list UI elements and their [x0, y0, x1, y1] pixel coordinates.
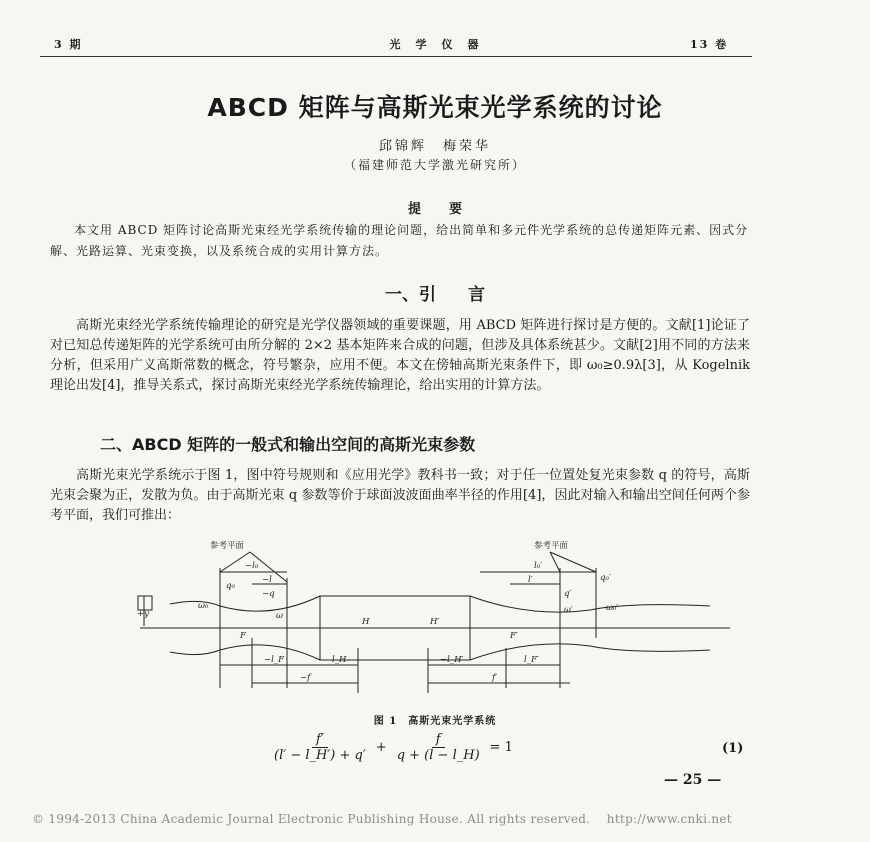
label-q: −q [262, 589, 275, 599]
paper-title: ABCD 矩阵与高斯光束光学系统的讨论 [207, 93, 663, 122]
ref-plane-left-label: 参考平面 [210, 541, 245, 551]
header-rule [40, 56, 752, 57]
label-F: F [240, 631, 246, 641]
label-lH: l_H [332, 655, 347, 665]
beam-lower-left [170, 645, 320, 660]
label-f: −f [300, 673, 311, 683]
header-journal: 光 学 仪 器 [389, 38, 481, 51]
header-volume: 13 卷 [690, 38, 729, 51]
authors: 邱锦辉 梅荣华 [378, 139, 491, 154]
abstract-heading-char: 提 [407, 202, 421, 217]
affiliation: （福建师范大学激光研究所） [343, 158, 526, 172]
fraction-2-numerator: f [432, 732, 445, 748]
label-lFp: l_F′ [524, 655, 539, 665]
section2-paragraph [50, 466, 750, 526]
section1-heading-part: 言 [468, 285, 485, 305]
label-qp: q′ [564, 589, 572, 599]
page-number: — 25 — [664, 772, 722, 788]
label-l0: −l₀ [245, 561, 259, 571]
label-w0: ω₀ [198, 601, 209, 611]
equation-number: (1) [722, 741, 744, 756]
label-H: H [362, 617, 370, 627]
label-lHp: −l_H′ [440, 655, 464, 665]
abstract-heading-char: 要 [449, 202, 463, 217]
label-Fp: F′ [510, 631, 518, 641]
fraction-1 [270, 732, 370, 763]
label-w0p: ω₀′ [606, 603, 619, 613]
label-lp: l′ [528, 575, 533, 585]
equation-1 [270, 732, 513, 763]
label-y: +y [137, 609, 149, 619]
equation-plus: + [375, 740, 387, 755]
beam-upper-right [470, 596, 710, 612]
abstract-body: 本文用 ABCD 矩阵讨论高斯光束经光学系统传输的理论问题，给出简单和多元件光学系统的总传递矩阵元素、因式分解、光路运算、光束变换，以及系统合成的实用计算方法。 [50, 223, 749, 258]
fraction-2 [393, 732, 484, 763]
section1-heading-part: 一、引 [385, 285, 436, 305]
abstract-heading [0, 198, 870, 217]
label-l: −l [262, 575, 272, 585]
figure-caption: 图 1 高斯光束光学系统 [373, 716, 497, 727]
ref-plane-right-label: 参考平面 [534, 541, 569, 551]
copyright-footer: © 1994-2013 China Academic Journal Electronic Publishing House. All rights reserved. http://www.cnki.net [32, 812, 732, 826]
label-q0: q₀ [226, 581, 235, 591]
section1-heading [0, 280, 870, 305]
label-q0p: q₀′ [600, 573, 611, 583]
fraction-1-denominator: (l′ − l_H′) + q′ [274, 748, 366, 763]
figure-gaussian-beam-system [40, 538, 750, 708]
paragraph-text: 高斯光束经光学系统传输理论的研究是光学仪器领域的重要课题，用 ABCD 矩阵进行探讨是方便的。文献[1]论证了对已知总传递矩阵的光学系统可由所分解的 2×2 基本矩阵来合成的问题，但涉及具体系统甚少。文献[2]用不同的方法来分析，但采用广义高斯常数的概念，符号繁杂，应用不便。本文在傍轴高斯光束条件下，即 ω₀≥0.9λ[3]，从 Kogelnik 理论出发[4]，推导关系式，探讨高斯光束经光学系统传输理论，给出实用的计算方法。 [50, 318, 750, 393]
fraction-1-numerator: f′ [312, 732, 328, 748]
label-wp: ω′ [564, 605, 573, 615]
header-issue: 3 期 [54, 38, 83, 51]
label-fp: f′ [492, 673, 498, 683]
fraction-2-denominator: q + (l − l_H) [396, 748, 480, 763]
label-l0p: l₀′ [534, 561, 543, 571]
section2-heading: 二、ABCD 矩阵的一般式和输出空间的高斯光束参数 [100, 435, 476, 454]
beam-upper-left [170, 596, 320, 611]
section1-paragraph [50, 316, 750, 396]
paragraph-text: 高斯光束光学系统示于图 1，图中符号规则和《应用光学》教科书一致；对于任一位置处复光束参数 q 的符号，高斯光束会聚为正，发散为负。由于高斯光束 q 参数等价于球面波波面曲率半径的作用[4]，因此对输入和输出空间任何两个参考平面，我们可推出： [50, 468, 750, 523]
equation-equals: = 1 [489, 740, 513, 755]
label-lF: −l_F [264, 655, 284, 665]
label-w: ω [276, 611, 283, 621]
label-Hp: H′ [430, 617, 440, 627]
